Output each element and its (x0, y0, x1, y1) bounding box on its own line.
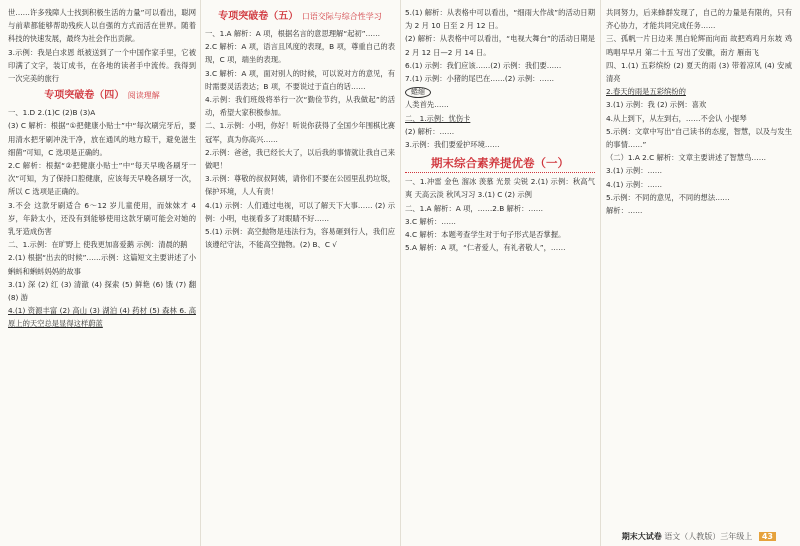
answer-text: 7.(1) 示例：小猪的尾巴在……(2) 示例：…… (405, 74, 555, 84)
column-1 (8, 6, 196, 526)
answer-text: 二、1.A 解析：A 项，……2.B 解析：…… (405, 203, 544, 213)
column-3 (405, 6, 595, 526)
answer-text: 6.(1) 示例：我们应该……(2) 示例：我们要…… (405, 60, 562, 70)
answer-text: 5.示例：文章中写出“自己读书的态度，智慧，以及与发生的事情……” (606, 126, 792, 150)
section-title (205, 9, 395, 25)
footer-subject: 语文（人教版）三年级上 (664, 532, 753, 541)
page-number: 43 (759, 532, 776, 541)
section-title: 期末综合素养提优卷（一） (405, 154, 595, 173)
answer-text: 一、1.D 2.(1)C (2)B (3)A (8, 108, 96, 118)
answer-text: (2) 解析：…… (405, 126, 455, 136)
answer-text: 2.(1) 根据“出去的时候”……示例：这篇短文主要讲述了小蝌蚪和蝌蚪妈妈的故事 (8, 253, 196, 276)
column-divider (400, 0, 401, 546)
answer-text: （二）1.A 2.C 解析：文章主要讲述了智慧鸟…… (606, 153, 766, 163)
column-divider (200, 0, 201, 546)
column-2 (205, 6, 395, 526)
answer-text (405, 85, 595, 98)
answer-text: 3.(1) 示例：我 (2) 示例：喜欢 (606, 100, 707, 110)
answer-text: 解析：…… (606, 206, 643, 216)
footer-brand: 期末大试卷 (621, 532, 662, 541)
section-title-sub: 口语交际与综合性学习 (301, 12, 382, 21)
answer-text: 一、1.冲雷 金色 溜冰 羡慕 光景 尖锐 2.(1) 示例：秋高气爽 天高云淡 秋风习习 3.(1) C (2) 示例 (405, 177, 595, 200)
answer-text: 4.示例：我们班级将举行一次“勤俭节约，从我做起”的活动，希望大家积极参加。 (205, 95, 395, 118)
answer-text: 二、1.示例：忧伤卡 (405, 113, 471, 123)
answer-text: 3.示例：尊敬的叔叔阿姨，请你们不要在公园里乱扔垃圾，保护环境，人人有责！ (205, 174, 395, 197)
answer-text: 4.(1) 资源丰富 (2) 高山 (3) 湖泊 (4) 药材 (5) 森林 6. 高原上的天空总是显得这样蔚蓝 (8, 306, 196, 329)
answer-text: 三、孤帆一片日边来 黑白轮辉而向而 故把鸡鸡月东坡 鸡鸣唱早早月 第二十五 写出了安徽，南方 雁南飞 (606, 34, 792, 57)
answer-text: 一、1.A 解析：A 项，根据名言的意思理解“起初”…… (205, 29, 381, 38)
answer-text: 5.(1) 示例：高空抛物是违法行为，容易砸到行人，我们应该遵纪守法，不能高空抛物。(2) B、C √ (205, 227, 395, 250)
page-footer (622, 531, 776, 542)
column-divider (600, 0, 601, 546)
answer-text: 3.(1) 深 (2) 红 (3) 清澈 (4) 探索 (5) 鲜艳 (6) 饿 (7) 翻 (8) 游 (8, 279, 196, 303)
answer-text: 2.示例：爸爸，我已经长大了，以后我的事情就让我自己来做吧！ (205, 147, 395, 171)
section-title-main: 专项突破卷（五） (218, 11, 299, 22)
answer-text: 4.从上到下，从左到右，……不会认 小提琴 (606, 113, 747, 123)
answer-text: 5.(1) 解析：从表格中可以看出，“细雨大作战”的活动日期为 2 月 10 日至 2 月 12 日。 (405, 8, 595, 31)
section-title (8, 88, 196, 104)
answer-text: 3.(1) 示例：…… (606, 166, 663, 176)
answer-text: (2) 解析：从表格中可以看出，“电视大舞台”的活动日期是 2 月 12 日—2 月 14 日。 (405, 34, 595, 57)
answer-text: 2.C 解析：A 项，语言且风度的表现，B 项，尊重自己的表现，C 项，端坐的表现。 (205, 42, 395, 65)
circled-word: 蜷缩 (405, 87, 431, 98)
answer-text: 5.A 解析：A 项，“仁者爱人，有礼者敬人”，…… (405, 243, 566, 253)
answer-text: 4.(1) 示例：…… (606, 179, 663, 189)
section-title-sub: 阅读理解 (127, 91, 160, 101)
answer-text: 二、1.示例：在旷野上 使我更加喜爱鹅 示例：清晨的鹅 (8, 240, 188, 250)
answer-text: 3.示例：我们要爱护环境…… (405, 140, 500, 150)
answer-text: 共同努力，后来蜂群发现了，自己的力量是有限的，只有齐心协力，才能共同完成任务…… (606, 8, 792, 31)
column-4 (606, 6, 792, 526)
answer-text: 四、1.(1) 五彩缤纷 (2) 夏天的雨 (3) 带着凉风 (4) 安威清亮 (606, 60, 792, 84)
answer-text: 4.(1) 示例：人们通过电视，可以了解天下大事…… (2) 示例：小明，电视看多了对眼睛不好…… (205, 200, 395, 223)
answer-text: 二、1.示例：小明，你好！听说你获得了全国少年围棋比赛冠军，真为你高兴…… (205, 121, 395, 144)
answer-text: 2.春天的雨是五彩缤纷的 (606, 87, 686, 97)
answer-text: 3.不会 这款牙刷适合 6～12 岁儿童使用，而妹妹才 4 岁，年龄太小，还没有到能够使用这款牙刷可能会对她的乳牙造成伤害 (8, 200, 196, 237)
answer-text: 3.示例：我是白求恩 纸被送到了一个中国作家手里，它被印满了文字，装订成书，在各地的读者手中流传。我得到一次完美的旅行 (8, 47, 196, 84)
answer-text: (3) C 解析：根据“①把健康小贴士”中“每次刷完牙后，要用清水把牙刷冲洗干净，放在通风的地方晾干，避免滋生细菌”可知，C 选项是正确的。 (8, 121, 196, 157)
section-title-main: 专项突破卷（四） (44, 90, 125, 102)
answer-text: 世……许多残障人士找到积极生活的力量”可以看出，聪网与前辈都能够帮助残疾人以自强的方式而活在世界。随着科技的快速发展，最终为社会作出贡献。 (8, 8, 196, 44)
answer-text: 人类首先…… (405, 100, 449, 110)
answer-text: 5.示例：不同的意见，不同的想法…… (606, 192, 730, 202)
answer-text: 3.C 解析：A 项，面对别人的时候，可以说对方的意见，有时需要灵活表达；B 项，不要说过于直白的话…… (205, 68, 395, 91)
answer-text: 2.C 解析：根据“②把健康小贴士”中“每天早晚各刷牙一次”可知，为了保持口腔健康，应该每天早晚各刷牙一次，所以 C 选项是正确的。 (8, 161, 196, 197)
answer-text: 3.C 解析：…… (405, 216, 456, 226)
answer-text: 4.C 解析：本题考查学生对于句子形式是否掌握。 (405, 230, 566, 240)
